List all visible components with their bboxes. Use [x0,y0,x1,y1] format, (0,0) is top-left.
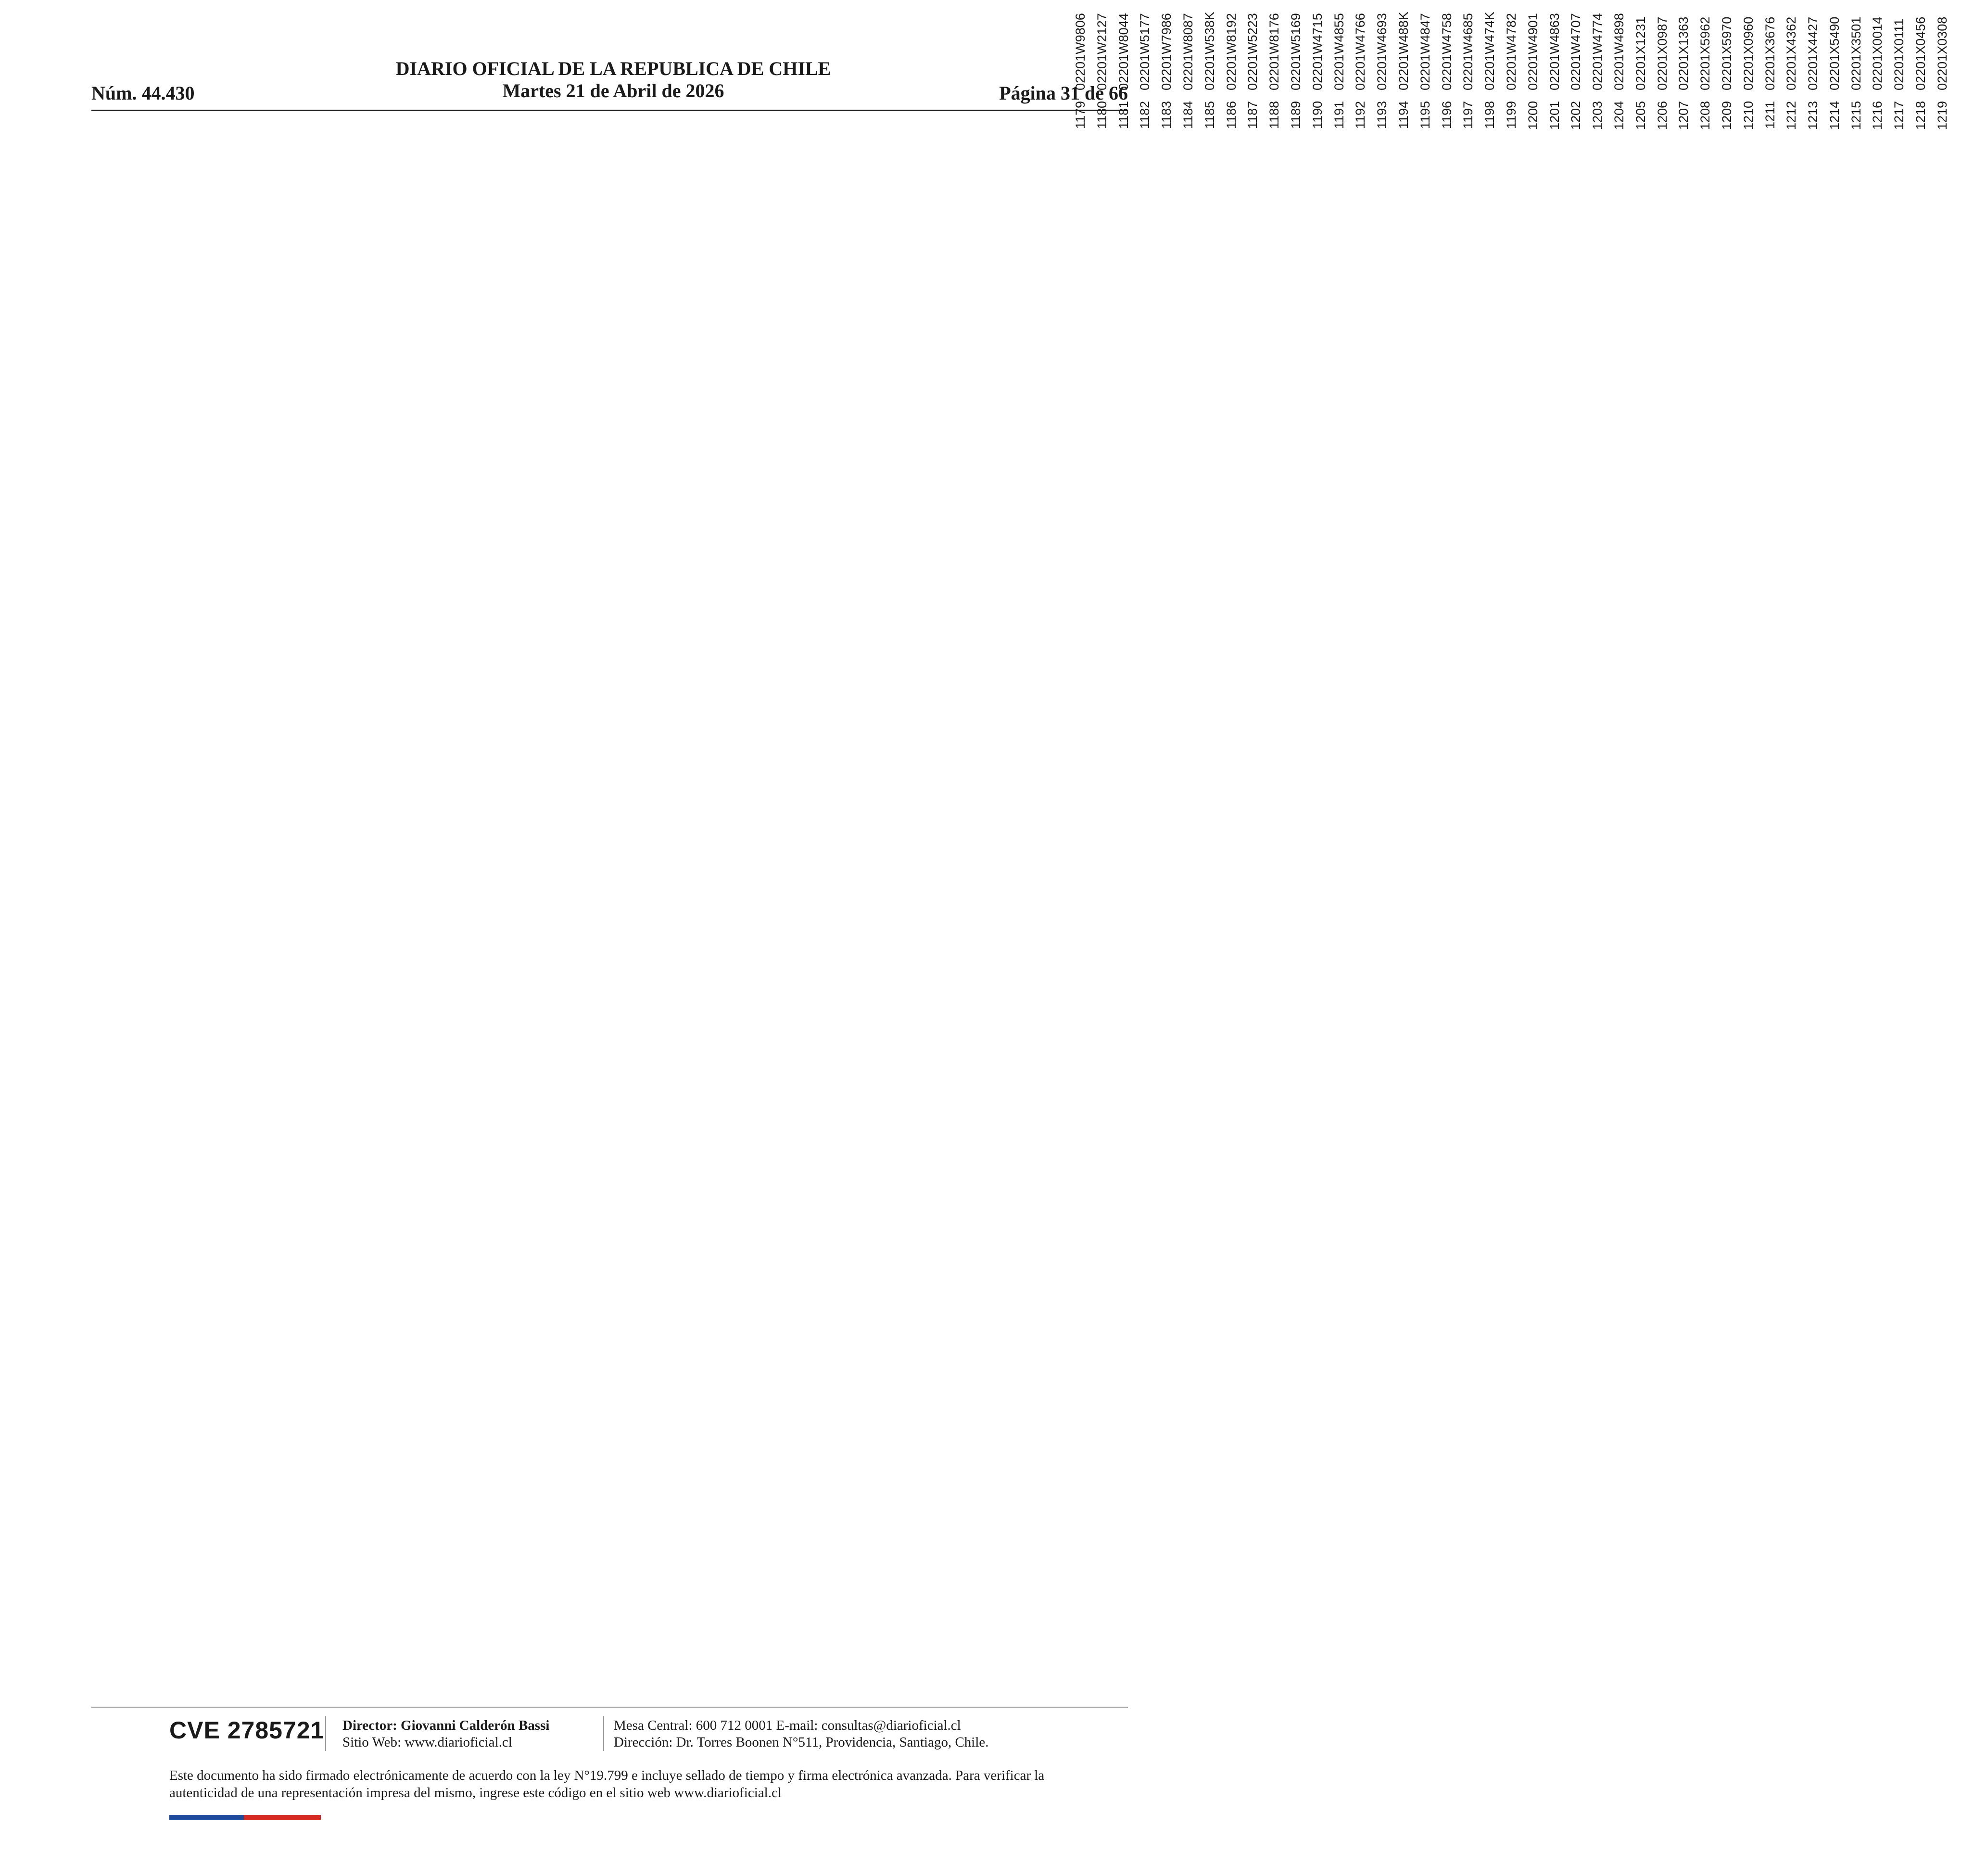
row-number-cell: 1185 [1202,101,1217,129]
table-row [1673,0,1695,130]
rol-cell: 02201X4427 [1806,16,1821,90]
row-number-cell: 1184 [1180,101,1195,129]
row-number-cell: 1198 [1482,101,1497,129]
rol-cell: 02201X0308 [1935,16,1949,90]
signature-notice: Este documento ha sido firmado electrónicamente de acuerdo con la ley N°19.799 e incluye sellado de tiempo y firma electrónica avanzada. Para verificar la autenticidad de una representación impresa del mismo, ingrese este código en el sitio web www.diarioficial.cl [169,1768,1045,1800]
contact-line: Mesa Central: 600 712 0001 E-mail: consultas@diarioficial.cl [614,1718,961,1733]
row-number-cell: 1215 [1848,101,1863,130]
table-row [1738,0,1759,130]
footer-divider [325,1716,326,1751]
table-row [1608,0,1630,130]
row-number-cell: 1194 [1396,101,1411,129]
table-row [1501,0,1522,130]
table-row [1156,0,1177,130]
table-row [1070,0,1091,130]
rol-cell: 02201W5223 [1245,13,1260,90]
table-row [1910,0,1932,130]
table-body [1070,0,1953,130]
rol-cell: 02201X3676 [1762,16,1777,90]
row-number-cell: 1192 [1353,101,1368,129]
rol-cell: 02201W538K [1202,12,1217,90]
table-row [1781,0,1802,130]
table-row [1802,0,1824,130]
table-row [1888,0,1910,130]
row-number-cell: 1187 [1245,101,1260,129]
table-row [1199,0,1221,130]
rol-cell: 02201X5490 [1827,16,1842,90]
row-number-cell: 1206 [1655,101,1670,130]
row-number-cell: 1208 [1698,101,1713,130]
cve-code: CVE 2785721 [169,1717,325,1744]
rol-cell: 02201W4766 [1353,13,1368,90]
rol-cell: 02201W5177 [1138,13,1152,90]
table-row [1846,0,1867,130]
director-line: Director: Giovanni Calderón Bassi [342,1718,550,1733]
rol-cell: 02201X1231 [1633,16,1648,90]
table-row [1113,0,1135,130]
rol-cell: 02201X0456 [1913,16,1928,90]
rol-cell: 02201W4758 [1439,13,1454,90]
table-row [1630,0,1652,130]
table-row [1091,0,1113,130]
row-number-cell: 1183 [1159,101,1174,129]
mining-concessions-table [1070,0,1953,130]
rol-cell: 02201W474K [1482,12,1497,90]
table-row [1652,0,1673,130]
table-row [1824,0,1846,130]
table-row [1134,0,1156,130]
row-number-cell: 1186 [1224,101,1239,129]
issue-number: Núm. 44.430 [91,82,195,104]
flag-stripe-blue [169,1815,244,1820]
row-number-cell: 1203 [1590,101,1605,130]
row-number-cell: 1189 [1288,101,1303,129]
rol-cell: 02201X0111 [1892,18,1907,90]
row-number-cell: 1209 [1719,101,1734,130]
rol-cell: 02201W4855 [1331,13,1346,90]
rol-cell: 02201W8044 [1116,13,1131,90]
rol-cell: 02201W4693 [1375,13,1390,90]
rol-cell: 02201W488K [1396,12,1411,90]
table-row [1565,0,1587,130]
row-number-cell: 1207 [1676,101,1691,130]
row-number-cell: 1214 [1827,101,1842,130]
row-number-cell: 1213 [1806,101,1821,130]
table-row [1457,0,1479,130]
rol-cell: 02201W4685 [1461,13,1476,90]
table-row [1522,0,1544,130]
rol-cell: 02201W4898 [1611,13,1626,90]
row-number-cell: 1218 [1913,101,1928,130]
row-number-cell: 1195 [1417,101,1432,129]
rol-cell: 02201X5970 [1719,16,1734,90]
table-row [1415,0,1436,130]
rol-cell: 02201X4362 [1784,16,1799,90]
row-number-cell: 1191 [1331,101,1346,129]
table-row [1307,0,1329,130]
rol-cell: 02201W4847 [1417,13,1432,90]
rol-cell: 02201X1363 [1676,16,1691,90]
address-line: Dirección: Dr. Torres Boonen N°511, Providencia, Santiago, Chile. [614,1735,989,1750]
table-row [1242,0,1264,130]
table-row [1695,0,1716,130]
row-number-cell: 1182 [1138,101,1152,129]
rol-cell: 02201W4715 [1310,13,1325,90]
table-row [1587,0,1608,130]
table-row [1221,0,1242,130]
row-number-cell: 1196 [1439,101,1454,129]
row-number-cell: 1179 [1073,101,1088,129]
footer-rule [91,1707,1128,1708]
table-row [1867,0,1888,130]
table-row [1932,0,1953,130]
rol-cell: 02201W9806 [1073,13,1088,90]
row-number-cell: 1201 [1547,101,1562,130]
table-row [1371,0,1393,130]
rol-cell: 02201W4707 [1569,13,1583,90]
rol-cell: 02201X5962 [1698,16,1713,90]
row-number-cell: 1199 [1504,101,1518,129]
row-number-cell: 1200 [1525,101,1540,130]
rol-cell: 02201X0014 [1870,16,1885,90]
row-number-cell: 1211 [1762,101,1777,129]
rol-cell: 02201W7986 [1159,13,1174,90]
table-row [1759,0,1781,130]
row-number-cell: 1202 [1569,101,1583,130]
table-row [1285,0,1307,130]
table-row [1479,0,1501,130]
table-row [1329,0,1350,130]
publication-date: Martes 21 de Abril de 2026 [502,80,724,101]
table-row [1544,0,1566,130]
publication-title: DIARIO OFICIAL DE LA REPUBLICA DE CHILE [395,58,831,79]
table-row [1264,0,1285,130]
row-number-cell: 1212 [1784,101,1799,130]
row-number-cell: 1217 [1892,101,1907,130]
rol-cell: 02201X0960 [1741,16,1756,90]
table-row [1436,0,1458,130]
table-row [1393,0,1415,130]
rol-cell: 02201W4774 [1590,13,1605,90]
row-number-cell: 1193 [1375,101,1390,129]
rol-cell: 02201W4863 [1547,13,1562,90]
row-number-cell: 1219 [1935,101,1949,130]
rol-cell: 02201W8192 [1224,13,1239,90]
rol-cell: 02201W4782 [1504,13,1518,90]
rol-cell: 02201X0987 [1655,16,1670,90]
table-row [1350,0,1371,130]
row-number-cell: 1205 [1633,101,1648,130]
table-row [1716,0,1738,130]
flag-stripe-red [244,1815,321,1820]
rol-cell: 02201W4901 [1525,13,1540,90]
header-rule [91,110,1128,111]
table-row [1177,0,1199,130]
row-number-cell: 1216 [1870,101,1885,130]
mining-concessions-table-rotated [1070,0,1974,130]
row-number-cell: 1210 [1741,101,1756,130]
row-number-cell: 1180 [1094,101,1109,129]
rol-cell: 02201W8176 [1267,13,1282,90]
page-number: Página 31 de 66 [999,82,1128,104]
row-number-cell: 1204 [1611,101,1626,130]
rol-cell: 02201W2127 [1094,13,1109,90]
footer-divider [603,1716,604,1751]
row-number-cell: 1190 [1310,101,1325,129]
row-number-cell: 1197 [1461,101,1476,129]
website-line: Sitio Web: www.diarioficial.cl [342,1735,512,1750]
row-number-cell: 1181 [1116,101,1131,129]
rol-cell: 02201W8087 [1180,13,1195,90]
rol-cell: 02201W5169 [1288,13,1303,90]
rol-cell: 02201X3501 [1848,16,1863,90]
row-number-cell: 1188 [1267,101,1282,129]
